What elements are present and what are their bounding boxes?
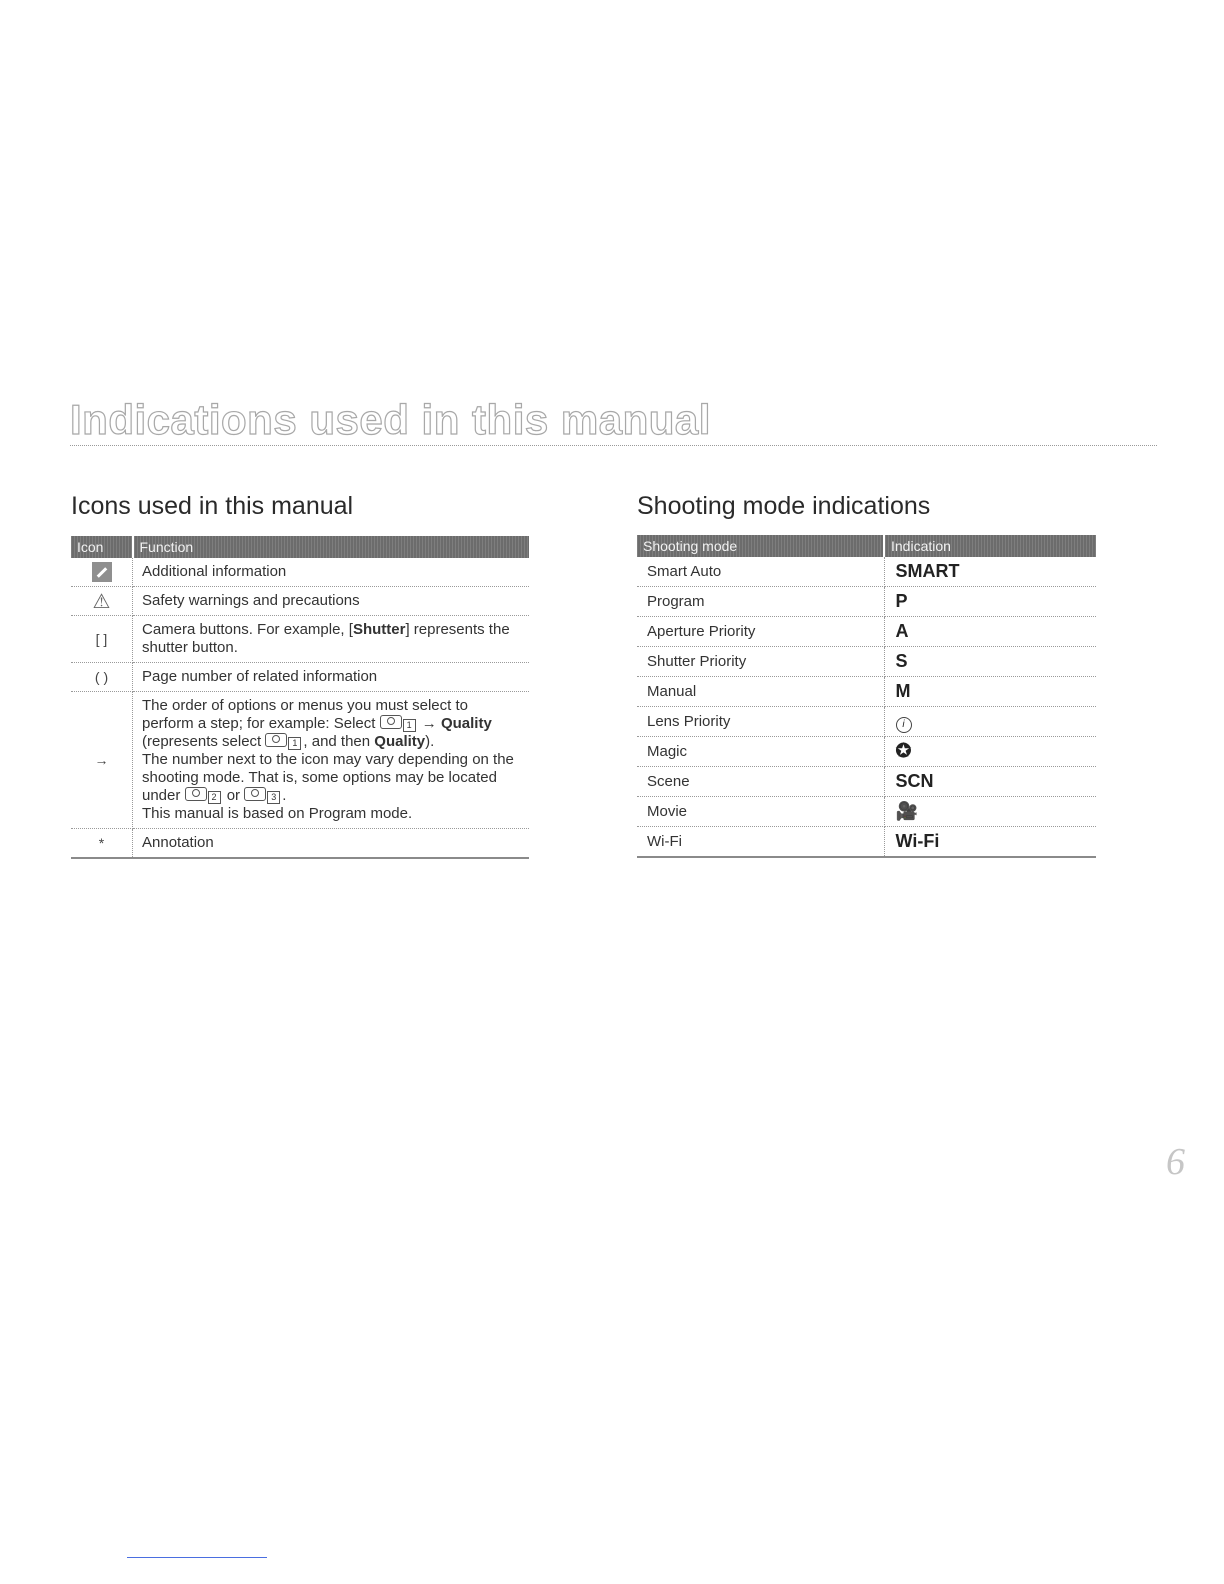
magic-icon: ✪ <box>895 741 912 762</box>
mode-column-header: Shooting mode <box>637 535 884 557</box>
table-row <box>637 587 1096 617</box>
indication-cell: Wi-Fi <box>884 827 1096 858</box>
mode-name-cell: Aperture Priority <box>637 617 884 647</box>
icon-cell: [ ] <box>71 616 133 663</box>
menu-number-box: 2 <box>208 791 221 804</box>
table-row <box>637 737 1096 767</box>
modes-table-header-row <box>637 535 1096 557</box>
function-cell <box>133 692 530 829</box>
table-row <box>637 767 1096 797</box>
indication-cell <box>884 737 1096 767</box>
page-number: 6 <box>1166 1141 1185 1183</box>
menu-number-box: 1 <box>288 737 301 750</box>
footer-link-underline[interactable] <box>127 1557 267 1558</box>
icon-cell: * <box>71 829 133 859</box>
mode-name-cell: Shutter Priority <box>637 647 884 677</box>
menu-number-box: 3 <box>267 791 280 804</box>
table-row <box>71 558 529 587</box>
icon-cell <box>71 558 133 587</box>
table-row <box>637 557 1096 587</box>
title-divider <box>70 445 1157 446</box>
mode-name-cell: Smart Auto <box>637 557 884 587</box>
table-row <box>71 829 529 859</box>
table-row <box>637 827 1096 858</box>
indication-cell: A <box>884 617 1096 647</box>
function-cell <box>133 616 530 663</box>
function-text: or <box>226 787 241 804</box>
mode-name-cell: Wi-Fi <box>637 827 884 858</box>
table-row <box>71 692 529 829</box>
table-row <box>71 587 529 616</box>
camera-menu-icon <box>244 787 266 801</box>
function-text: This manual is based on Program mode. <box>142 805 413 822</box>
table-row <box>71 663 529 692</box>
icon-cell: ( ) <box>71 663 133 692</box>
indication-cell: SCN <box>884 767 1096 797</box>
function-column-header: Function <box>133 536 530 558</box>
mode-name-cell: Manual <box>637 677 884 707</box>
modes-table <box>637 535 1096 858</box>
warning-icon: ⚠ <box>92 590 111 613</box>
icon-cell: → <box>71 692 133 829</box>
camera-menu-icon <box>265 733 287 747</box>
page-title: Indications used in this manual <box>70 396 711 443</box>
indication-cell <box>884 707 1096 737</box>
indication-cell <box>884 797 1096 827</box>
indication-cell: M <box>884 677 1096 707</box>
mode-name-cell: Program <box>637 587 884 617</box>
function-text: Camera buttons. For example, [ <box>142 621 353 638</box>
mode-name-cell: Movie <box>637 797 884 827</box>
icons-table-header-row <box>71 536 529 558</box>
arrow-symbol: → <box>421 715 437 732</box>
camera-menu-icon <box>380 715 402 729</box>
icon-cell <box>71 587 133 616</box>
camera-menu-icon <box>185 787 207 801</box>
lens-priority-icon: i <box>896 717 912 733</box>
mode-name-cell: Scene <box>637 767 884 797</box>
function-text: ). <box>425 733 435 750</box>
indication-cell: S <box>884 647 1096 677</box>
table-row <box>637 797 1096 827</box>
icon-column-header: Icon <box>71 536 133 558</box>
function-text: ] represents the shutter button. <box>142 621 510 656</box>
shutter-button-name: Shutter <box>352 621 406 638</box>
menu-number-box: 1 <box>403 719 416 732</box>
indication-column-header: Indication <box>884 535 1096 557</box>
table-row <box>637 707 1096 737</box>
function-text: (represents select <box>142 733 262 750</box>
note-icon <box>92 562 112 582</box>
function-cell: Safety warnings and precautions <box>133 587 530 616</box>
mode-name-cell: Magic <box>637 737 884 767</box>
table-row <box>637 617 1096 647</box>
icons-section-heading: Icons used in this manual <box>71 492 354 520</box>
function-text: . <box>282 787 287 804</box>
movie-camera-icon: 🎥 <box>895 801 918 821</box>
function-text: The number next to the icon may vary depending on the shooting mode. That is, some options may be located under <box>142 751 514 804</box>
quality-label: Quality <box>374 733 426 750</box>
quality-label: Quality <box>440 715 492 732</box>
function-cell: Page number of related information <box>133 663 530 692</box>
mode-name-cell: Lens Priority <box>637 707 884 737</box>
icons-table <box>71 536 529 859</box>
indication-cell: SMART <box>884 557 1096 587</box>
indication-cell: P <box>884 587 1096 617</box>
modes-section-heading: Shooting mode indications <box>637 492 931 520</box>
table-row <box>637 647 1096 677</box>
table-row <box>637 677 1096 707</box>
table-row <box>71 616 529 663</box>
function-text: , and then <box>303 733 371 750</box>
function-cell: Additional information <box>133 558 530 587</box>
function-text: The order of options or menus you must select to perform a step; for example: Select <box>142 697 468 732</box>
function-cell: Annotation <box>133 829 530 859</box>
